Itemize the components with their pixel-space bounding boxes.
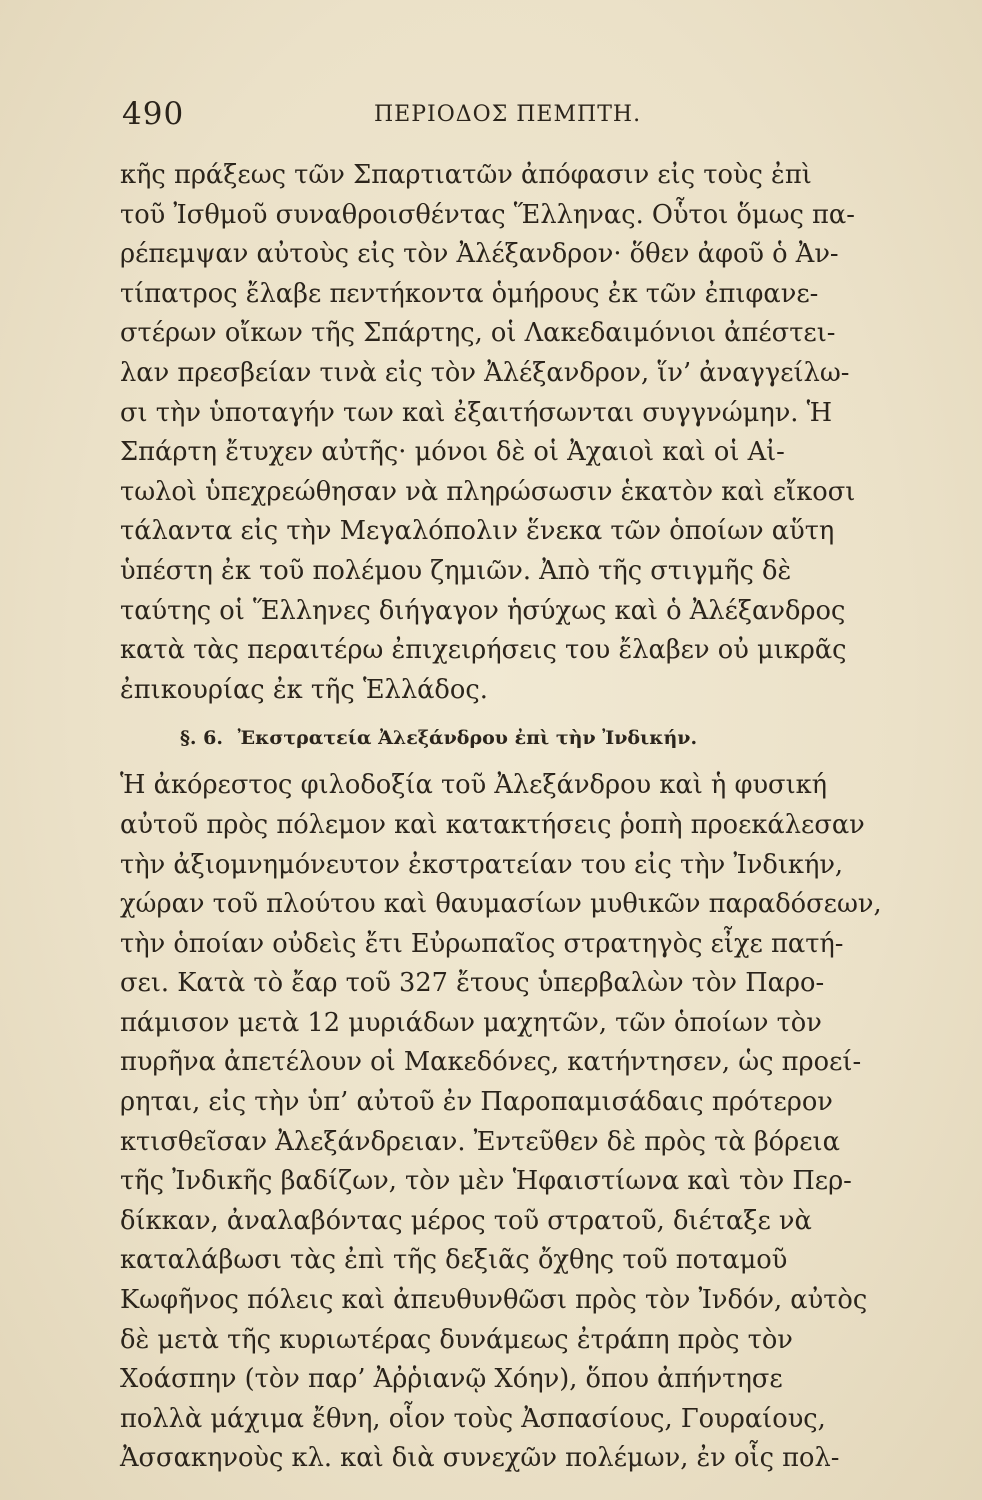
text-line: δίκκαν, ἀναλαβόντας μέρος τοῦ στρατοῦ, διέταξε νὰ: [120, 1205, 812, 1236]
section-number: §. 6.: [180, 727, 224, 750]
text-line: τῆς Ἰνδικῆς βαδίζων, τὸν μὲν Ἡφαιστίωνα καὶ τὸν Περ-: [120, 1166, 852, 1197]
text-line: λαν πρεσβείαν τινὰ εἰς τὸν Ἀλέξανδρον, ἵν’ ἀναγγείλω-: [120, 357, 850, 388]
text-line: ὑπέστη ἐκ τοῦ πολέμου ζημιῶν. Ἀπὸ τῆς στιγμῆς δὲ: [120, 555, 792, 586]
paragraph-2: [120, 766, 910, 1479]
text-line: πυρῆνα ἀπετέλουν οἱ Μακεδόνες, κατήντησεν, ὡς προεί-: [120, 1047, 862, 1078]
text-line: καταλάβωσι τὰς ἐπὶ τῆς δεξιᾶς ὄχθης τοῦ ποταμοῦ: [120, 1245, 788, 1276]
text-line: τίπατρος ἔλαβε πεντήκοντα ὁμήρους ἐκ τῶν ἐπιφανε-: [120, 278, 819, 309]
page-header: [122, 96, 882, 140]
text-line: χώραν τοῦ πλούτου καὶ θαυμασίων μυθικῶν παραδόσεων,: [120, 889, 882, 920]
text-line: τοῦ Ἰσθμοῦ συναθροισθέντας Ἕλληνας. Οὗτοι ὅμως πα-: [120, 199, 855, 230]
text-line: τωλοὶ ὑπεχρεώθησαν νὰ πληρώσωσιν ἑκατὸν καὶ εἴκοσι: [120, 476, 856, 507]
text-line: Ἀσσακηνοὺς κλ. καὶ διὰ συνεχῶν πολέμων, ἐν οἷς πολ-: [120, 1443, 840, 1474]
body-text: [120, 156, 910, 1479]
paragraph-1: [120, 156, 910, 710]
text-line: ρηται, εἰς τὴν ὑπ’ αὐτοῦ ἐν Παροπαμισάδαις πρότερον: [120, 1087, 833, 1118]
text-line: Ἡ ἀκόρεστος φιλοδοξία τοῦ Ἀλεξάνδρου καὶ ἡ φυσική: [120, 770, 828, 801]
text-line: ἐπικουρίας ἐκ τῆς Ἑλλάδος.: [120, 674, 488, 705]
text-line: σει. Κατὰ τὸ ἔαρ τοῦ 327 ἔτους ὑπερβαλὼν τὸν Παρο-: [120, 968, 825, 999]
section-title: Ἐκστρατεία Ἀλεξάνδρου ἐπὶ τὴν Ἰνδικήν.: [237, 727, 698, 750]
text-line: ρέπεμψαν αὐτοὺς εἰς τὸν Ἀλέξανδρον· ὅθεν ἀφοῦ ὁ Ἀν-: [120, 239, 839, 270]
text-line: Χοάσπην (τὸν παρ’ Ἀῤῥιανῷ Χόην), ὅπου ἀπήντησε: [120, 1364, 783, 1395]
text-line: στέρων οἴκων τῆς Σπάρτης, οἱ Λακεδαιμόνιοι ἀπέστει-: [120, 318, 836, 349]
text-line: αὐτοῦ πρὸς πόλεμον καὶ κατακτήσεις ῥοπὴ προεκάλεσαν: [120, 809, 865, 840]
text-line: τὴν ἀξιομνημόνευτον ἐκστρατείαν του εἰς τὴν Ἰνδικήν,: [120, 849, 844, 880]
text-line: Κωφῆνος πόλεις καὶ ἀπευθυνθῶσι πρὸς τὸν Ἰνδόν, αὐτὸς: [120, 1285, 868, 1316]
text-line: δὲ μετὰ τῆς κυριωτέρας δυνάμεως ἐτράπη πρὸς τὸν: [120, 1324, 793, 1355]
text-line: τάλαντα εἰς τὴν Μεγαλόπολιν ἕνεκα τῶν ὁποίων αὕτη: [120, 516, 835, 547]
page-number: 490: [122, 96, 185, 132]
text-line: κτισθεῖσαν Ἀλεξάνδρειαν. Ἐντεῦθεν δὲ πρὸς τὰ βόρεια: [120, 1126, 840, 1157]
text-line: πολλὰ μάχιμα ἔθνη, οἷον τοὺς Ἀσπασίους, Γουραίους,: [120, 1403, 826, 1434]
text-line: Σπάρτη ἔτυχεν αὐτῆς· μόνοι δὲ οἱ Ἀχαιοὶ καὶ οἱ Αἰ-: [120, 437, 785, 468]
text-line: κῆς πράξεως τῶν Σπαρτιατῶν ἀπόφασιν εἰς τοὺς ἐπὶ: [120, 160, 812, 190]
text-line: τὴν ὁποίαν οὐδεὶς ἔτι Εὐρωπαῖος στρατηγὸς εἶχε πατή-: [120, 928, 844, 959]
text-line: ταύτης οἱ Ἕλληνες διήγαγον ἡσύχως καὶ ὁ Ἀλέξανδρος: [120, 595, 846, 626]
text-line: κατὰ τὰς περαιτέρω ἐπιχειρήσεις του ἔλαβεν οὐ μικρᾶς: [120, 635, 847, 666]
text-line: πάμισον μετὰ 12 μυριάδων μαχητῶν, τῶν ὁποίων τὸν: [120, 1007, 822, 1038]
section-heading: [120, 710, 910, 766]
running-head: ΠΕΡΙΟΔΟΣ ΠΕΜΠΤΗ.: [374, 102, 642, 127]
text-line: σι τὴν ὑποταγήν των καὶ ἐξαιτήσωνται συγγνώμην. Ἡ: [120, 397, 833, 428]
